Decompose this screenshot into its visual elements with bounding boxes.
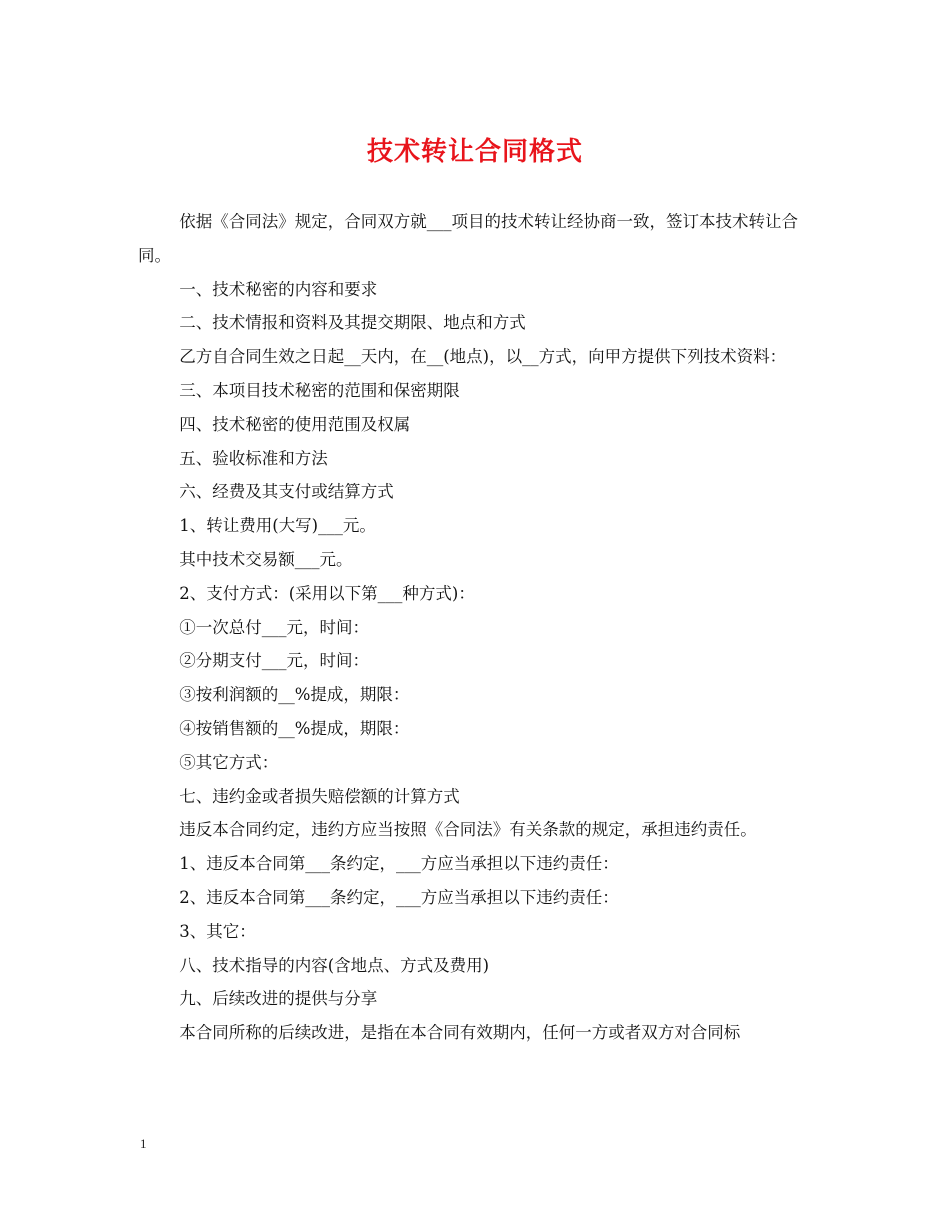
list-item: 2、违反本合同第___条约定，___方应当承担以下违约责任： [179,887,619,907]
paragraph: 其中技术交易额___元。 [179,549,353,569]
paragraph: 依据《合同法》规定，合同双方就___项目的技术转让经协商一致，签订本技术转让合同。 [138,212,798,265]
section-heading: 二、技术情报和资料及其提交期限、地点和方式 [179,313,526,333]
list-item: 2、支付方式：(采用以下第___种方式)： [179,583,475,603]
list-item: ③按利润额的__%提成，期限： [179,685,410,705]
list-item: ②分期支付___元，时间： [179,651,369,671]
document-body [138,205,828,1050]
section-heading: 四、技术秘密的使用范围及权属 [179,414,411,434]
paragraph: 本合同所称的后续改进，是指在本合同有效期内，任何一方或者双方对合同标 [179,1023,741,1043]
list-item: 3、其它： [179,921,256,941]
section-heading: 六、经费及其支付或结算方式 [179,482,394,502]
section-heading: 五、验收标准和方法 [179,448,328,468]
section-heading: 一、技术秘密的内容和要求 [179,279,378,299]
list-item: 1、违反本合同第___条约定，___方应当承担以下违约责任： [179,854,619,874]
section-heading: 八、技术指导的内容(含地点、方式及费用) [179,955,490,975]
page-number: 1 [140,1136,147,1151]
list-item: ⑤其它方式： [179,752,279,772]
section-heading: 三、本项目技术秘密的范围和保密期限 [179,380,460,400]
list-item: 1、转让费用(大写)___元。 [179,516,376,536]
list-item: ①一次总付___元，时间： [179,617,369,637]
section-heading: 九、后续改进的提供与分享 [179,989,378,1009]
paragraph: 乙方自合同生效之日起__天内，在__(地点)，以__方式，向甲方提供下列技术资料： [179,347,787,367]
section-heading: 七、违约金或者损失赔偿额的计算方式 [179,786,460,806]
paragraph: 违反本合同约定，违约方应当按照《合同法》有关条款的规定，承担违约责任。 [179,820,757,840]
list-item: ④按销售额的__%提成，期限： [179,718,410,738]
document-title: 技术转让合同格式 [366,137,583,167]
